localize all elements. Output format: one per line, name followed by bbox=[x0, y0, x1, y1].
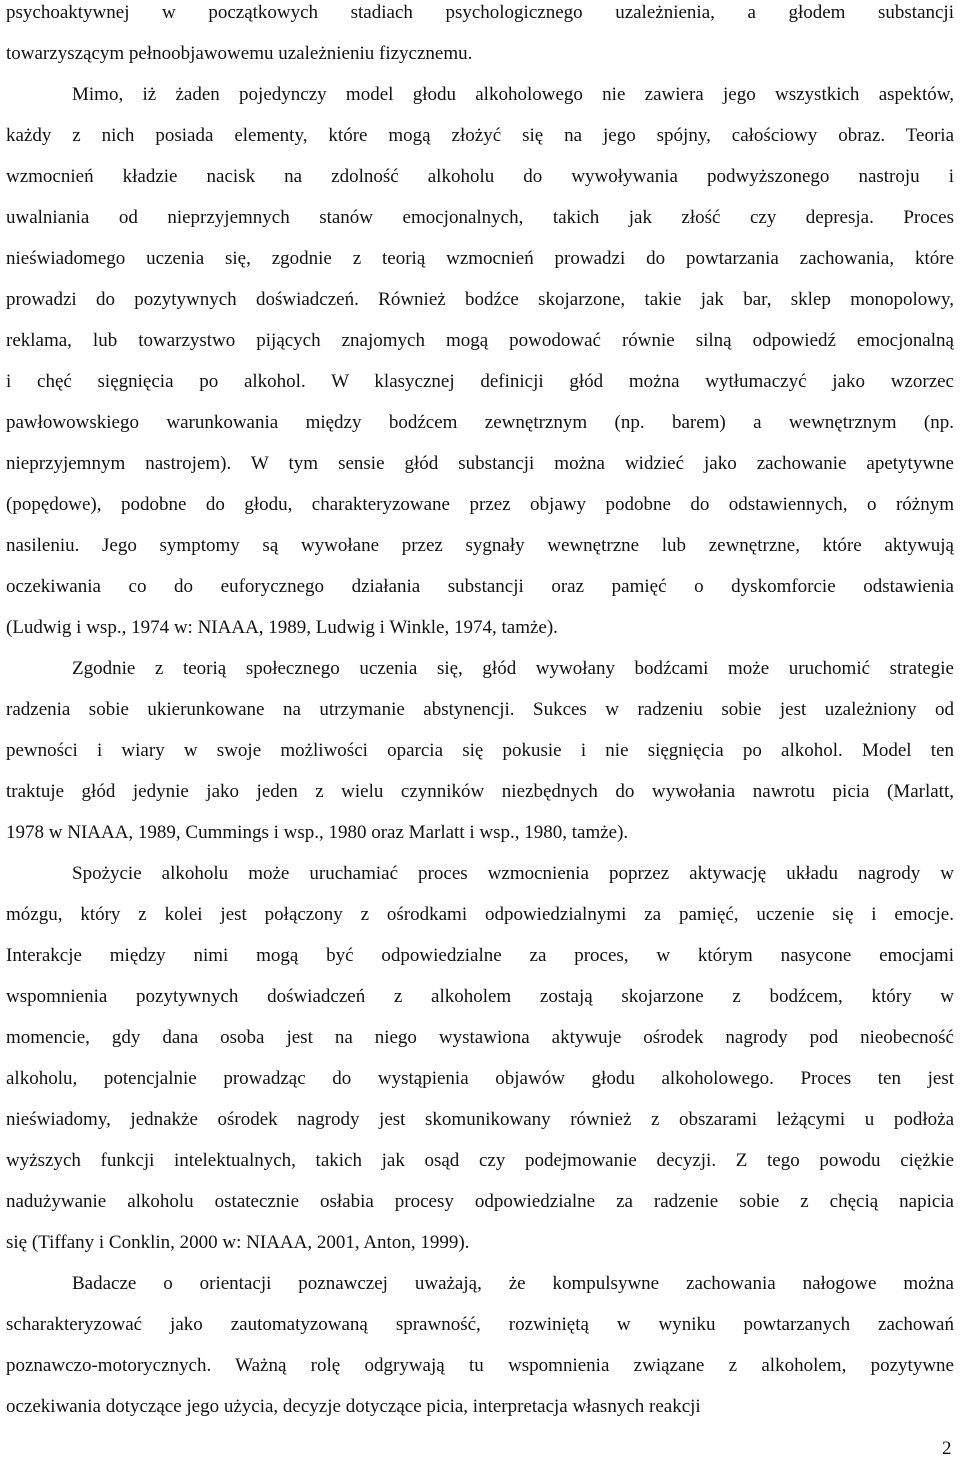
paragraph-4 bbox=[6, 853, 954, 1263]
text-line: poznawczo-motorycznych. Ważną rolę odgrywają tu wspomnienia związane z alkoholem, pozytywne bbox=[6, 1355, 954, 1376]
text-line: (Ludwig i wsp., 1974 w: NIAAA, 1989, Ludwig i Winkle, 1974, tamże). bbox=[6, 617, 558, 638]
text-line: radzenia sobie ukierunkowane na utrzymanie abstynencji. Sukces w radzeniu sobie jest uzależniony od bbox=[6, 699, 954, 720]
text-line: psychoaktywnej w początkowych stadiach psychologicznego uzależnienia, a głodem substancji bbox=[6, 2, 954, 23]
text-line: (popędowe), podobne do głodu, charakteryzowane przez objawy podobne do odstawiennych, o różnym bbox=[6, 494, 954, 515]
text-line: Spożycie alkoholu może uruchamiać proces wzmocnienia poprzez aktywację układu nagrody w bbox=[72, 863, 954, 884]
text-line: Badacze o orientacji poznawczej uważają, że kompulsywne zachowania nałogowe można bbox=[72, 1273, 954, 1294]
text-line: Mimo, iż żaden pojedynczy model głodu alkoholowego nie zawiera jego wszystkich aspektów, bbox=[72, 84, 954, 105]
text-line: nieprzyjemnym nastrojem). W tym sensie głód substancji można widzieć jako zachowanie apetytywne bbox=[6, 453, 954, 474]
text-line: Zgodnie z teorią społecznego uczenia się, głód wywołany bodźcami może uruchomić strategie bbox=[72, 658, 954, 679]
text-line: wzmocnień kładzie nacisk na zdolność alkoholu do wywoływania podwyższonego nastroju i bbox=[6, 166, 954, 187]
text-line: pewności i wiary w swoje możliwości oparcia się pokusie i nie sięgnięcia po alkohol. Model ten bbox=[6, 740, 954, 761]
text-line: mózgu, który z kolei jest połączony z ośrodkami odpowiedzialnymi za pamięć, uczenie się i emocje. bbox=[6, 904, 954, 925]
text-line: Interakcje między nimi mogą być odpowiedzialne za proces, w którym nasycone emocjami bbox=[6, 945, 954, 966]
text-line: każdy z nich posiada elementy, które mogą złożyć się na jego spójny, całościowy obraz. Teoria bbox=[6, 125, 954, 146]
text-line: uwalniania od nieprzyjemnych stanów emocjonalnych, takich jak złość czy depresja. Proces bbox=[6, 207, 954, 228]
text-line: i chęć sięgnięcia po alkohol. W klasycznej definicji głód można wytłumaczyć jako wzorzec bbox=[6, 371, 954, 392]
paragraph-2 bbox=[6, 74, 954, 648]
text-line: wspomnienia pozytywnych doświadczeń z alkoholem zostają skojarzone z bodźcem, który w bbox=[6, 986, 954, 1007]
text-line: wyższych funkcji intelektualnych, takich jak osąd czy podejmowanie decyzji. Z tego powodu ciężkie bbox=[6, 1150, 954, 1171]
paragraph-5 bbox=[6, 1263, 954, 1427]
text-line: traktuje głód jedynie jako jeden z wielu czynników niezbędnych do wywołania nawrotu picia (Marlatt, bbox=[6, 781, 954, 802]
text-line: pawłowowskiego warunkowania między bodźcem zewnętrznym (np. barem) a wewnętrznym (np. bbox=[6, 412, 954, 433]
text-line: alkoholu, potencjalnie prowadząc do wystąpienia objawów głodu alkoholowego. Proces ten jest bbox=[6, 1068, 954, 1089]
text-line: nadużywanie alkoholu ostatecznie osłabia procesy odpowiedzialne za radzenie sobie z chęcią napicia bbox=[6, 1191, 954, 1212]
page-number: 2 bbox=[942, 1438, 952, 1459]
text-line: reklama, lub towarzystwo pijących znajomych mogą powodować równie silną odpowiedź emocjonalną bbox=[6, 330, 954, 351]
text-line: scharakteryzować jako zautomatyzowaną sprawność, rozwiniętą w wyniku powtarzanych zachowań bbox=[6, 1314, 954, 1335]
paragraph-1 bbox=[6, 0, 954, 74]
text-line: nieświadomy, jednakże ośrodek nagrody jest skomunikowany również z obszarami leżącymi u podłoża bbox=[6, 1109, 954, 1130]
text-line: oczekiwania co do euforycznego działania substancji oraz pamięć o dyskomforcie odstawienia bbox=[6, 576, 954, 597]
text-line: nieświadomego uczenia się, zgodnie z teorią wzmocnień prowadzi do powtarzania zachowania, które bbox=[6, 248, 954, 269]
text-line: momencie, gdy dana osoba jest na niego wystawiona aktywuje ośrodek nagrody pod nieobecność bbox=[6, 1027, 954, 1048]
text-line: prowadzi do pozytywnych doświadczeń. Również bodźce skojarzone, takie jak bar, sklep monopolowy, bbox=[6, 289, 954, 310]
text-line: oczekiwania dotyczące jego użycia, decyzje dotyczące picia, interpretacja własnych reakcji bbox=[6, 1396, 701, 1417]
text-line: 1978 w NIAAA, 1989, Cummings i wsp., 1980 oraz Marlatt i wsp., 1980, tamże). bbox=[6, 822, 629, 843]
text-line: się (Tiffany i Conklin, 2000 w: NIAAA, 2001, Anton, 1999). bbox=[6, 1232, 470, 1253]
text-line: nasileniu. Jego symptomy są wywołane przez sygnały wewnętrzne lub zewnętrzne, które aktywują bbox=[6, 535, 954, 556]
text-line: towarzyszącym pełnoobjawowemu uzależnieniu fizycznemu. bbox=[6, 43, 473, 64]
paragraph-3 bbox=[6, 648, 954, 853]
document-body bbox=[6, 0, 954, 1427]
